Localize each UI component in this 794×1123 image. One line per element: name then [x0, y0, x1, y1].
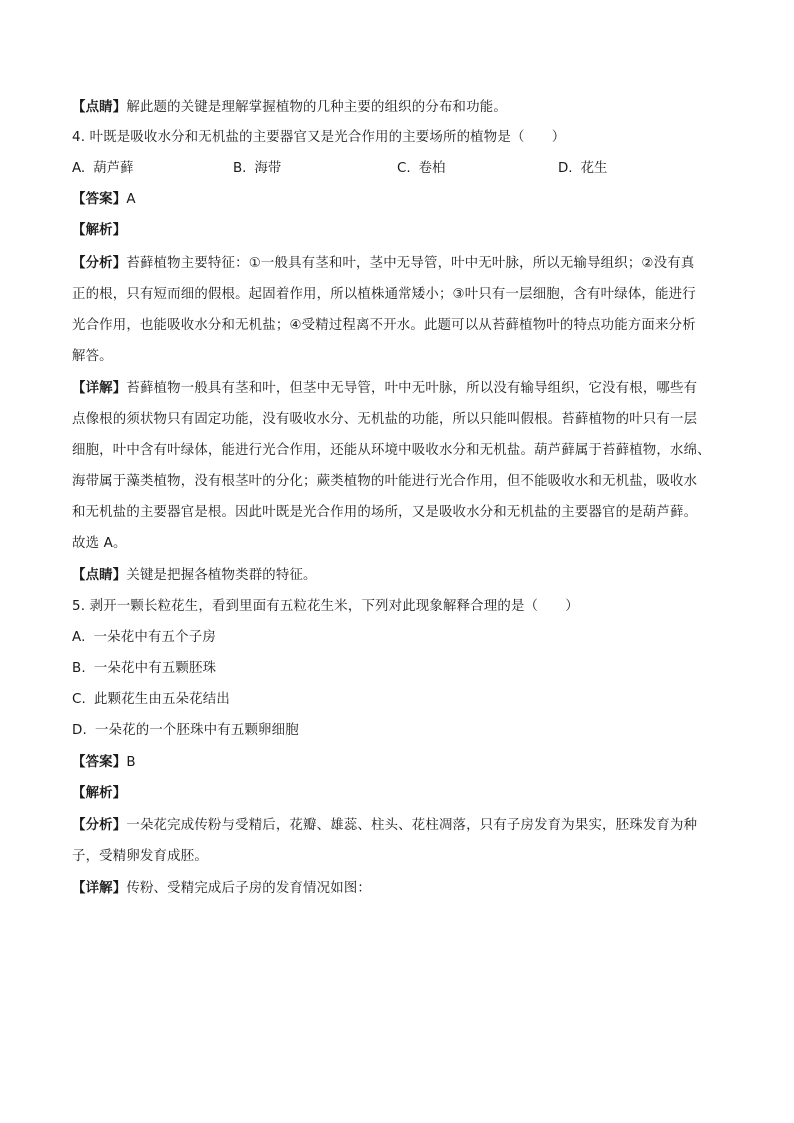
q5-option-a: [72, 628, 732, 648]
dianjing-tag: 【点睛】: [72, 100, 127, 115]
q4-xiangjie-line-6: 故选 A。: [72, 536, 127, 551]
q4-dianjing-line: [72, 566, 732, 586]
option-letter: D.: [558, 161, 573, 176]
q4-fenxi-line-2: 正的根，只有短而细的假根。起固着作用，所以植株通常矮小；③叶只有一层细胞，含有叶绿体，能进行: [72, 287, 696, 302]
dianjing-text: 解此题的关键是理解掌握植物的几种主要的组织的分布和功能。: [126, 100, 507, 115]
q5-answer: [72, 753, 732, 773]
q4-answer: [72, 190, 732, 210]
option-text: 此颗花生由五朵花结出: [94, 692, 230, 707]
option-letter: D.: [72, 723, 87, 738]
q5-stem: 5. 剥开一颗长粒花生，看到里面有五粒花生米，下列对此现象解释合理的是（ ）: [72, 599, 579, 614]
option-text: 海带: [254, 161, 282, 176]
q4-fenxi-line-3: 光合作用，也能吸收水分和无机盐；④受精过程离不开水。此题可以从苔藓植物叶的特点功能方面来分析: [72, 318, 696, 333]
answer-tag: 【答案】: [72, 192, 127, 207]
q4-fenxi-line-4: 解答。: [72, 349, 113, 364]
jiexi-tag: 【解析】: [72, 786, 127, 801]
fenxi-text: 一朵花完成传粉与受精后，花瓣、雄蕊、柱头、花柱凋落，只有子房发育为果实，胚珠发育为种: [126, 818, 698, 833]
q4-xiangjie-line-1: [72, 379, 732, 399]
q4-xiangjie-line-5: 和无机盐的主要器官是根。因此叶既是光合作用的场所，又是吸收水分和无机盐的主要器官的是葫芦藓。: [72, 505, 698, 520]
q4-xiangjie-line-2: 点像根的须状物只有固定功能，没有吸收水分、无机盐的功能，所以只能叫假根。苔藓植物的叶只有一层: [72, 412, 698, 427]
fenxi-tag: 【分析】: [72, 256, 127, 271]
q4-xiangjie-line-4: 海带属于藻类植物，没有根茎叶的分化；蕨类植物的叶能进行光合作用，但不能吸收水和无机盐，吸收水: [72, 474, 698, 489]
dianjing-text: 关键是把握各植物类群的特征。: [126, 568, 317, 583]
xiangjie-tag: 【详解】: [72, 381, 127, 396]
q5-jiexi-tag: [72, 784, 732, 804]
option-letter: B.: [72, 661, 86, 676]
answer-tag: 【答案】: [72, 755, 127, 770]
q4-jiexi-tag: [72, 221, 732, 241]
q4-option-a: [72, 159, 133, 179]
option-text: 一朵花中有五颗胚珠: [93, 661, 217, 676]
option-text: 一朵花中有五个子房: [93, 630, 216, 645]
option-letter: C.: [397, 161, 411, 176]
q5-xiangjie-line: [72, 879, 732, 899]
option-letter: A.: [72, 161, 86, 176]
xiangjie-text: 传粉、受精完成后子房的发育情况如图：: [126, 881, 372, 896]
option-text: 一朵花的一个胚珠中有五颗卵细胞: [94, 723, 299, 738]
answer-value: A: [126, 192, 136, 207]
q4-option-c: [397, 159, 445, 179]
q5-option-d: [72, 721, 732, 741]
option-letter: B.: [233, 161, 247, 176]
xiangjie-tag: 【详解】: [72, 881, 127, 896]
xiangjie-text: 苔藓植物一般具有茎和叶，但茎中无导管，叶中无叶脉，所以没有输导组织，它没有根，哪些有: [126, 381, 698, 396]
fenxi-text: 苔藓植物主要特征：①一般具有茎和叶，茎中无导管，叶中无叶脉，所以无输导组织；②没有真: [126, 256, 695, 271]
q3-dianjing-line: [72, 98, 732, 118]
q5-fenxi-line-1: [72, 816, 732, 836]
jiexi-tag: 【解析】: [72, 223, 127, 238]
option-text: 花生: [580, 161, 608, 176]
option-letter: A.: [72, 630, 86, 645]
q4-stem: 4. 叶既是吸收水分和无机盐的主要器官又是光合作用的主要场所的植物是（ ）: [72, 130, 566, 145]
q4-option-b: [233, 159, 281, 179]
q5-option-c: [72, 690, 732, 710]
q5-option-b: [72, 659, 732, 679]
answer-value: B: [126, 755, 136, 770]
fenxi-tag: 【分析】: [72, 818, 127, 833]
q4-xiangjie-line-3: 细胞，叶中含有叶绿体，能进行光合作用，还能从环境中吸收水分和无机盐。葫芦藓属于苔藓植物，水绵、: [72, 443, 711, 458]
option-letter: C.: [72, 692, 87, 707]
q4-option-d: [558, 159, 607, 179]
option-text: 卷柏: [418, 161, 446, 176]
option-text: 葫芦藓: [93, 161, 134, 176]
q5-fenxi-line-2: 子，受精卵发育成胚。: [72, 849, 208, 864]
q4-fenxi-line-1: [72, 254, 732, 274]
dianjing-tag: 【点睛】: [72, 568, 127, 583]
